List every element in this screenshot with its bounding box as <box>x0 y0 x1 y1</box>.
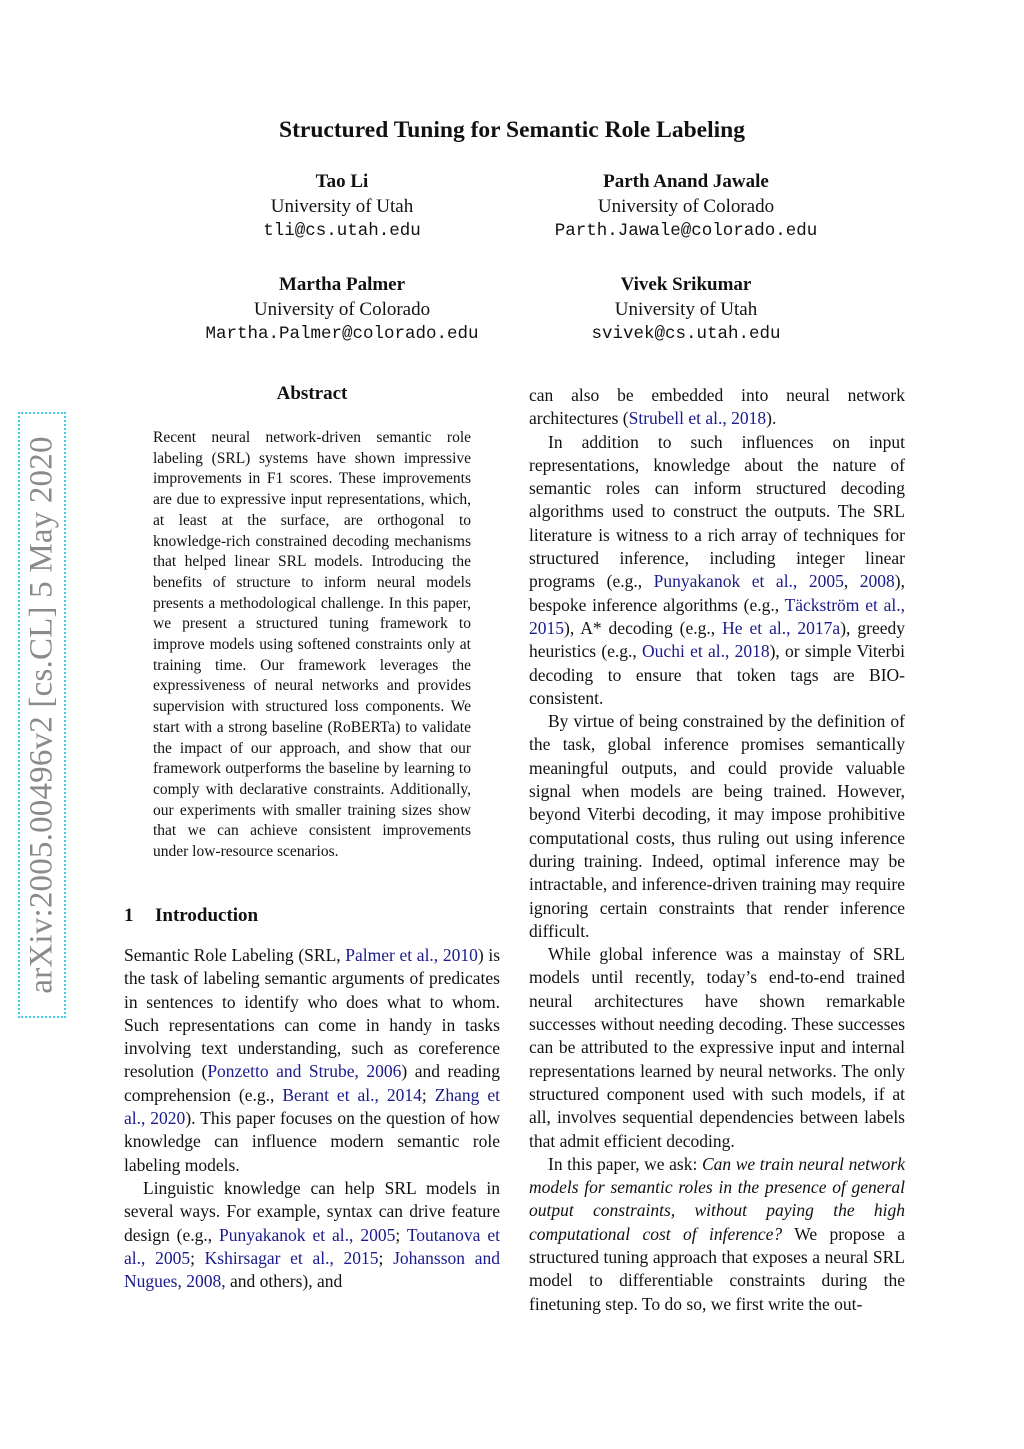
author-name: Parth Anand Jawale <box>603 171 769 192</box>
author-name: Tao Li <box>315 171 369 192</box>
text-run: can also be embedded into neural network architectures ( <box>529 385 905 429</box>
section-title: Introduction <box>155 905 259 926</box>
text-run: ) is the task of labeling semantic arguments of predicates in sentences to identify who does what to whom. Such representations can come in handy in tasks involving text understanding, such as coreference resolution ( <box>124 945 500 1082</box>
author-affiliation: University of Colorado <box>253 298 431 320</box>
author-affiliation: University of Utah <box>270 195 414 217</box>
research-question: Can we train neural network models for semantic roles in the presence of general output constraints, without paying the high computational cost of inference? <box>529 1153 906 1244</box>
text-run: ), greedy heuristics (e.g., <box>529 617 905 662</box>
arxiv-stamp-text: arXiv:2005.00496v2 [cs.CL] 5 May 2020 <box>23 436 60 994</box>
citation-link[interactable]: Ponzetto and Strube, 2006 <box>207 1061 402 1082</box>
text-run: ; <box>190 1247 205 1268</box>
text-run: ; <box>395 1224 407 1245</box>
text-run: ; <box>421 1084 435 1105</box>
section-heading <box>124 905 258 927</box>
text-run: ; <box>378 1247 394 1268</box>
author-block <box>476 170 896 244</box>
abstract-text: Recent neural network-driven semantic role labeling (SRL) systems have shown impressive improvements in F1 scores. These improvements are due to expressive input representations, which, at least at the surface, are orthogonal to knowledge-rich constrained decoding mechanisms that helped linear SRL models. Introducing the benefits of structure to inform neural models presents a methodological challenge. In this paper, we present a structured tuning framework to improve models using softened constraints only at training time. Our framework leverages the expressiveness of neural networks and provides supervision with structured loss components. We start with a strong baseline (RoBERTa) to validate the impact of our approach, and show that our framework outperforms the baseline by learning to comply with declarative constraints. Additionally, our experiments with smaller training sizes show that we can achieve consistent improvements under low-resource scenarios. <box>153 429 471 861</box>
text-run: ), A* decoding (e.g., <box>564 617 723 638</box>
paper-title: Structured Tuning for Semantic Role Labeling <box>279 117 745 143</box>
text-run: In this paper, we ask: <box>548 1153 702 1174</box>
author-affiliation: University of Utah <box>614 298 758 320</box>
text-run: ). This paper focuses on the question of how knowledge can influence modern semantic role labeling models. <box>124 1108 500 1175</box>
citation-link[interactable]: Zhang et al., 2020 <box>124 1084 500 1129</box>
paragraph <box>124 1177 500 1293</box>
left-column <box>124 944 500 1293</box>
citation-link[interactable]: Punyakanok et al., 2005 <box>219 1224 396 1245</box>
author-email[interactable]: Parth.Jawale@colorado.edu <box>554 221 818 241</box>
author-name: Martha Palmer <box>278 274 406 295</box>
author-name: Vivek Srikumar <box>620 274 752 295</box>
author-block <box>476 273 896 347</box>
citation-link[interactable]: Toutanova et al., 2005 <box>124 1224 501 1268</box>
text-run: Semantic Role Labeling (SRL, <box>124 945 346 965</box>
paragraph: By virtue of being constrained by the definition of the task, global inference promises semantically meaningful outputs, and could provide valuable signal when models are being trained. However, beyond Viterbi decoding, it may impose prohibitive computational costs, thus ruling out using inference during training. Indeed, optimal inference may be intractable, and inference-driven training may require ignoring certain constraints that render inference difficult. <box>529 711 905 941</box>
author-email[interactable]: tli@cs.utah.edu <box>263 221 421 241</box>
citation-link[interactable]: 2008 <box>859 571 895 592</box>
citation-link[interactable]: Strubell et al., 2018 <box>628 408 767 429</box>
paragraph <box>529 384 905 431</box>
paragraph <box>124 944 500 1177</box>
text-run: ), or simple Viterbi decoding to ensure that token tags are BIO-consistent. <box>529 641 905 708</box>
author-affiliation: University of Colorado <box>597 195 775 217</box>
author-email[interactable]: Martha.Palmer@colorado.edu <box>205 324 479 344</box>
right-column <box>529 384 905 1316</box>
text-run: , <box>843 571 860 592</box>
paragraph: While global inference was a mainstay of SRL models until recently, today’s end-to-end trained neural architectures have shown remarkable successes without needing decoding. These successes can be attributed to the expressive input and internal representations learned by neural networks. The only structured component used with such models, if at all, involves sequential dependencies between labels that admit efficient decoding. <box>529 944 905 1151</box>
text-run: Linguistic knowledge can help SRL models in several ways. For example, syntax can drive feature design (e.g., <box>124 1177 500 1245</box>
citation-link[interactable]: Berant et al., 2014 <box>282 1084 422 1105</box>
text-run: and others), and <box>225 1271 343 1292</box>
citation-link[interactable]: Kshirsagar et al., 2015 <box>204 1247 379 1268</box>
author-email[interactable]: svivek@cs.utah.edu <box>591 324 781 344</box>
paragraph <box>529 1153 905 1316</box>
citation-link[interactable]: Johansson and Nugues, 2008, <box>124 1247 500 1292</box>
text-run: We propose a structured tuning approach that exposes a neural SRL model to differentiable constraints during the finetuning step. To do so, we first write the out- <box>529 1223 905 1314</box>
text-run: ), bespoke inference algorithms (e.g., <box>529 571 905 615</box>
citation-link[interactable]: Palmer et al., 2010 <box>345 945 478 965</box>
section-number: 1 <box>124 905 134 926</box>
abstract-heading: Abstract <box>276 383 348 404</box>
citation-link[interactable]: Täckström et al., 2015 <box>529 594 905 638</box>
citation-link[interactable]: Ouchi et al., 2018 <box>642 641 770 662</box>
arxiv-stamp[interactable] <box>18 412 66 1018</box>
text-run: ). <box>766 408 777 429</box>
citation-link[interactable]: He et al., 2017a <box>722 617 841 638</box>
text-run: ) and reading comprehension (e.g., <box>124 1061 500 1105</box>
citation-link[interactable]: Punyakanok et al., 2005 <box>653 571 844 592</box>
paragraph <box>529 431 905 711</box>
text-run: In addition to such influences on input representations, knowledge about the nature of semantic roles can inform structured decoding algorithms used to construct the outputs. The SRL literature is witness to a rich array of techniques for structured inference, including integer linear programs (e.g., <box>529 431 905 592</box>
